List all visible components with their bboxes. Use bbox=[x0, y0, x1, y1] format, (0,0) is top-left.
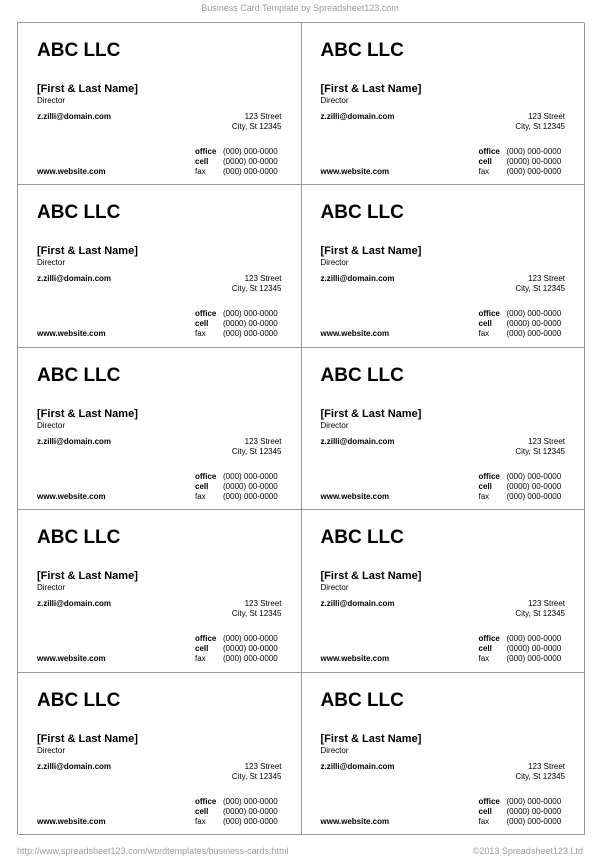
job-title[interactable]: Director bbox=[37, 583, 66, 593]
website-url[interactable]: www.website.com bbox=[37, 329, 106, 339]
office-row bbox=[195, 309, 278, 319]
street-line: 123 Street bbox=[244, 112, 282, 121]
person-name[interactable]: [First & Last Name] bbox=[37, 245, 138, 258]
fax-label: fax bbox=[478, 654, 490, 664]
job-title[interactable]: Director bbox=[37, 420, 66, 430]
office-label: office bbox=[195, 471, 217, 481]
email-address[interactable]: z.zilli@domain.com bbox=[37, 436, 112, 446]
street-line: 123 Street bbox=[528, 436, 565, 446]
phone-table[interactable] bbox=[479, 472, 562, 502]
person-name[interactable]: [First & Last Name] bbox=[37, 570, 138, 583]
company-name[interactable]: ABC LLC bbox=[37, 202, 121, 224]
fax-number: (000) 000-0000 bbox=[223, 654, 278, 664]
cell-label: cell bbox=[195, 319, 209, 329]
cell-number: (0000) 00-0000 bbox=[223, 319, 278, 329]
office-number: (000) 000-0000 bbox=[223, 471, 278, 481]
website-url[interactable]: www.website.com bbox=[320, 491, 390, 501]
business-card[interactable] bbox=[18, 348, 302, 510]
business-card[interactable] bbox=[18, 673, 302, 835]
card-sheet bbox=[17, 22, 584, 834]
business-card[interactable] bbox=[302, 673, 586, 835]
fax-number: (000) 000-0000 bbox=[223, 167, 278, 176]
office-row bbox=[479, 634, 562, 644]
footer-url[interactable]: http://www.spreadsheet123.com/wordtemplates/business-cards.html bbox=[17, 846, 289, 856]
cell-row bbox=[479, 644, 562, 654]
office-number: (000) 000-0000 bbox=[223, 147, 278, 156]
business-card[interactable] bbox=[302, 510, 586, 672]
postal-address[interactable] bbox=[232, 599, 282, 619]
email-address[interactable]: z.zilli@domain.com bbox=[320, 761, 395, 771]
company-name[interactable]: ABC LLC bbox=[320, 202, 404, 224]
fax-row bbox=[479, 817, 562, 827]
email-address[interactable]: z.zilli@domain.com bbox=[320, 112, 395, 121]
cell-number: (0000) 00-0000 bbox=[223, 157, 278, 166]
postal-address[interactable] bbox=[232, 437, 282, 457]
fax-row bbox=[195, 817, 278, 827]
email-address[interactable]: z.zilli@domain.com bbox=[37, 112, 112, 121]
postal-address[interactable] bbox=[232, 274, 282, 294]
company-name[interactable]: ABC LLC bbox=[37, 689, 121, 711]
postal-address[interactable] bbox=[232, 762, 282, 782]
business-card[interactable] bbox=[302, 348, 586, 510]
office-number: (000) 000-0000 bbox=[223, 309, 278, 319]
website-url[interactable]: www.website.com bbox=[37, 491, 106, 501]
cell-label: cell bbox=[195, 806, 209, 816]
person-name[interactable]: [First & Last Name] bbox=[320, 245, 422, 258]
office-number: (000) 000-0000 bbox=[506, 147, 562, 156]
email-address[interactable]: z.zilli@domain.com bbox=[37, 761, 112, 771]
cell-row bbox=[479, 807, 562, 817]
cell-number: (0000) 00-0000 bbox=[506, 319, 562, 329]
company-name[interactable]: ABC LLC bbox=[37, 364, 121, 386]
office-number: (000) 000-0000 bbox=[506, 796, 562, 806]
postal-address[interactable] bbox=[515, 599, 565, 619]
office-number: (000) 000-0000 bbox=[223, 796, 278, 806]
website-url[interactable]: www.website.com bbox=[320, 654, 390, 664]
fax-number: (000) 000-0000 bbox=[506, 816, 562, 826]
fax-number: (000) 000-0000 bbox=[223, 816, 278, 826]
office-number: (000) 000-0000 bbox=[506, 634, 562, 644]
company-name[interactable]: ABC LLC bbox=[37, 527, 121, 549]
email-address[interactable]: z.zilli@domain.com bbox=[37, 599, 112, 609]
person-name[interactable]: [First & Last Name] bbox=[320, 732, 422, 745]
person-name[interactable]: [First & Last Name] bbox=[320, 570, 422, 583]
postal-address[interactable] bbox=[232, 112, 282, 132]
fax-row bbox=[195, 654, 278, 664]
email-address[interactable]: z.zilli@domain.com bbox=[37, 274, 112, 284]
cell-label: cell bbox=[478, 806, 492, 816]
office-label: office bbox=[478, 634, 500, 644]
city-line: City, St 12345 bbox=[515, 446, 565, 456]
cell-row bbox=[195, 644, 278, 654]
business-card[interactable] bbox=[302, 23, 586, 185]
office-row bbox=[195, 797, 278, 807]
cell-row bbox=[195, 807, 278, 817]
fax-row bbox=[479, 329, 562, 339]
fax-number: (000) 000-0000 bbox=[223, 491, 278, 501]
office-row bbox=[195, 472, 278, 482]
office-row bbox=[195, 634, 278, 644]
website-url[interactable]: www.website.com bbox=[320, 816, 390, 826]
job-title[interactable]: Director bbox=[37, 96, 66, 105]
fax-number: (000) 000-0000 bbox=[506, 167, 562, 176]
postal-address[interactable] bbox=[515, 437, 565, 457]
cell-row bbox=[479, 157, 562, 167]
person-name[interactable]: [First & Last Name] bbox=[37, 83, 138, 95]
fax-row bbox=[195, 167, 278, 177]
fax-number: (000) 000-0000 bbox=[506, 491, 562, 501]
office-label: office bbox=[478, 796, 500, 806]
city-line: City, St 12345 bbox=[231, 122, 282, 131]
city-line: City, St 12345 bbox=[231, 609, 282, 619]
street-line: 123 Street bbox=[528, 761, 565, 771]
company-name[interactable]: ABC LLC bbox=[320, 527, 404, 549]
company-name[interactable]: ABC LLC bbox=[320, 364, 404, 386]
phone-table[interactable] bbox=[195, 147, 278, 177]
fax-label: fax bbox=[478, 329, 490, 339]
phone-table[interactable] bbox=[195, 309, 278, 339]
website-url[interactable]: www.website.com bbox=[320, 167, 390, 176]
job-title[interactable]: Director bbox=[320, 96, 349, 105]
person-name[interactable]: [First & Last Name] bbox=[37, 732, 138, 745]
office-label: office bbox=[195, 309, 217, 319]
city-line: City, St 12345 bbox=[515, 284, 565, 294]
phone-table[interactable] bbox=[195, 634, 278, 664]
postal-address[interactable] bbox=[515, 274, 565, 294]
person-name[interactable]: [First & Last Name] bbox=[320, 83, 422, 95]
cell-number: (0000) 00-0000 bbox=[223, 481, 278, 491]
street-line: 123 Street bbox=[528, 274, 565, 284]
cell-label: cell bbox=[478, 481, 492, 491]
phone-table[interactable] bbox=[479, 309, 562, 339]
fax-label: fax bbox=[478, 167, 490, 176]
business-card[interactable] bbox=[18, 23, 302, 185]
phone-table[interactable] bbox=[479, 797, 562, 827]
street-line: 123 Street bbox=[244, 761, 282, 771]
cell-number: (0000) 00-0000 bbox=[506, 157, 562, 166]
office-number: (000) 000-0000 bbox=[506, 309, 562, 319]
person-name[interactable]: [First & Last Name] bbox=[320, 407, 422, 420]
business-card[interactable] bbox=[302, 185, 586, 347]
fax-number: (000) 000-0000 bbox=[506, 654, 562, 664]
email-address[interactable]: z.zilli@domain.com bbox=[320, 274, 395, 284]
cell-row bbox=[479, 319, 562, 329]
city-line: City, St 12345 bbox=[231, 446, 282, 456]
cell-number: (0000) 00-0000 bbox=[506, 644, 562, 654]
fax-label: fax bbox=[195, 167, 206, 176]
website-url[interactable]: www.website.com bbox=[37, 816, 106, 826]
fax-row bbox=[479, 492, 562, 502]
cell-number: (0000) 00-0000 bbox=[223, 644, 278, 654]
fax-label: fax bbox=[478, 491, 490, 501]
cell-number: (0000) 00-0000 bbox=[506, 481, 562, 491]
street-line: 123 Street bbox=[528, 112, 565, 121]
street-line: 123 Street bbox=[244, 274, 282, 284]
website-url[interactable]: www.website.com bbox=[37, 654, 106, 664]
office-label: office bbox=[478, 309, 500, 319]
city-line: City, St 12345 bbox=[231, 284, 282, 294]
street-line: 123 Street bbox=[244, 599, 282, 609]
fax-row bbox=[479, 654, 562, 664]
phone-table[interactable] bbox=[479, 634, 562, 664]
office-row bbox=[479, 147, 562, 157]
job-title[interactable]: Director bbox=[320, 420, 349, 430]
cell-label: cell bbox=[195, 157, 209, 166]
job-title[interactable]: Director bbox=[320, 583, 349, 593]
postal-address[interactable] bbox=[515, 112, 565, 132]
cell-row bbox=[195, 157, 278, 167]
cell-number: (0000) 00-0000 bbox=[223, 806, 278, 816]
fax-label: fax bbox=[195, 816, 206, 826]
job-title[interactable]: Director bbox=[320, 745, 349, 755]
email-address[interactable]: z.zilli@domain.com bbox=[320, 599, 395, 609]
fax-label: fax bbox=[195, 654, 206, 664]
email-address[interactable]: z.zilli@domain.com bbox=[320, 436, 395, 446]
postal-address[interactable] bbox=[515, 762, 565, 782]
website-url[interactable]: www.website.com bbox=[37, 167, 106, 176]
cell-number: (0000) 00-0000 bbox=[506, 806, 562, 816]
fax-label: fax bbox=[195, 329, 206, 339]
person-name[interactable]: [First & Last Name] bbox=[37, 407, 138, 420]
company-name[interactable]: ABC LLC bbox=[320, 689, 404, 711]
job-title[interactable]: Director bbox=[37, 745, 66, 755]
cell-row bbox=[479, 482, 562, 492]
office-label: office bbox=[195, 147, 217, 156]
page-header: Business Card Template by Spreadsheet123.com bbox=[201, 3, 399, 13]
city-line: City, St 12345 bbox=[515, 771, 565, 781]
cell-row bbox=[195, 482, 278, 492]
cell-label: cell bbox=[195, 644, 209, 654]
phone-table[interactable] bbox=[195, 472, 278, 502]
phone-table[interactable] bbox=[195, 797, 278, 827]
job-title[interactable]: Director bbox=[320, 258, 349, 268]
fax-row bbox=[195, 492, 278, 502]
office-row bbox=[195, 147, 278, 157]
phone-table[interactable] bbox=[479, 147, 562, 177]
office-label: office bbox=[195, 634, 217, 644]
office-number: (000) 000-0000 bbox=[223, 634, 278, 644]
cell-row bbox=[195, 319, 278, 329]
cell-label: cell bbox=[195, 481, 209, 491]
job-title[interactable]: Director bbox=[37, 258, 66, 268]
fax-number: (000) 000-0000 bbox=[506, 329, 562, 339]
company-name[interactable]: ABC LLC bbox=[320, 40, 404, 61]
website-url[interactable]: www.website.com bbox=[320, 329, 390, 339]
city-line: City, St 12345 bbox=[515, 609, 565, 619]
office-label: office bbox=[478, 147, 500, 156]
office-row bbox=[479, 797, 562, 807]
street-line: 123 Street bbox=[244, 436, 282, 446]
fax-label: fax bbox=[195, 491, 206, 501]
office-label: office bbox=[195, 796, 217, 806]
business-card[interactable] bbox=[18, 510, 302, 672]
city-line: City, St 12345 bbox=[515, 122, 565, 131]
street-line: 123 Street bbox=[528, 599, 565, 609]
cell-label: cell bbox=[478, 644, 492, 654]
fax-row bbox=[195, 329, 278, 339]
city-line: City, St 12345 bbox=[231, 771, 282, 781]
footer-copyright: ©2013 Spreadsheet123 Ltd bbox=[472, 846, 583, 856]
fax-row bbox=[479, 167, 562, 177]
company-name[interactable]: ABC LLC bbox=[37, 40, 121, 61]
cell-label: cell bbox=[478, 157, 492, 166]
office-number: (000) 000-0000 bbox=[506, 471, 562, 481]
fax-label: fax bbox=[478, 816, 490, 826]
office-row bbox=[479, 309, 562, 319]
office-label: office bbox=[478, 471, 500, 481]
office-row bbox=[479, 472, 562, 482]
fax-number: (000) 000-0000 bbox=[223, 329, 278, 339]
cell-label: cell bbox=[478, 319, 492, 329]
business-card[interactable] bbox=[18, 185, 302, 347]
